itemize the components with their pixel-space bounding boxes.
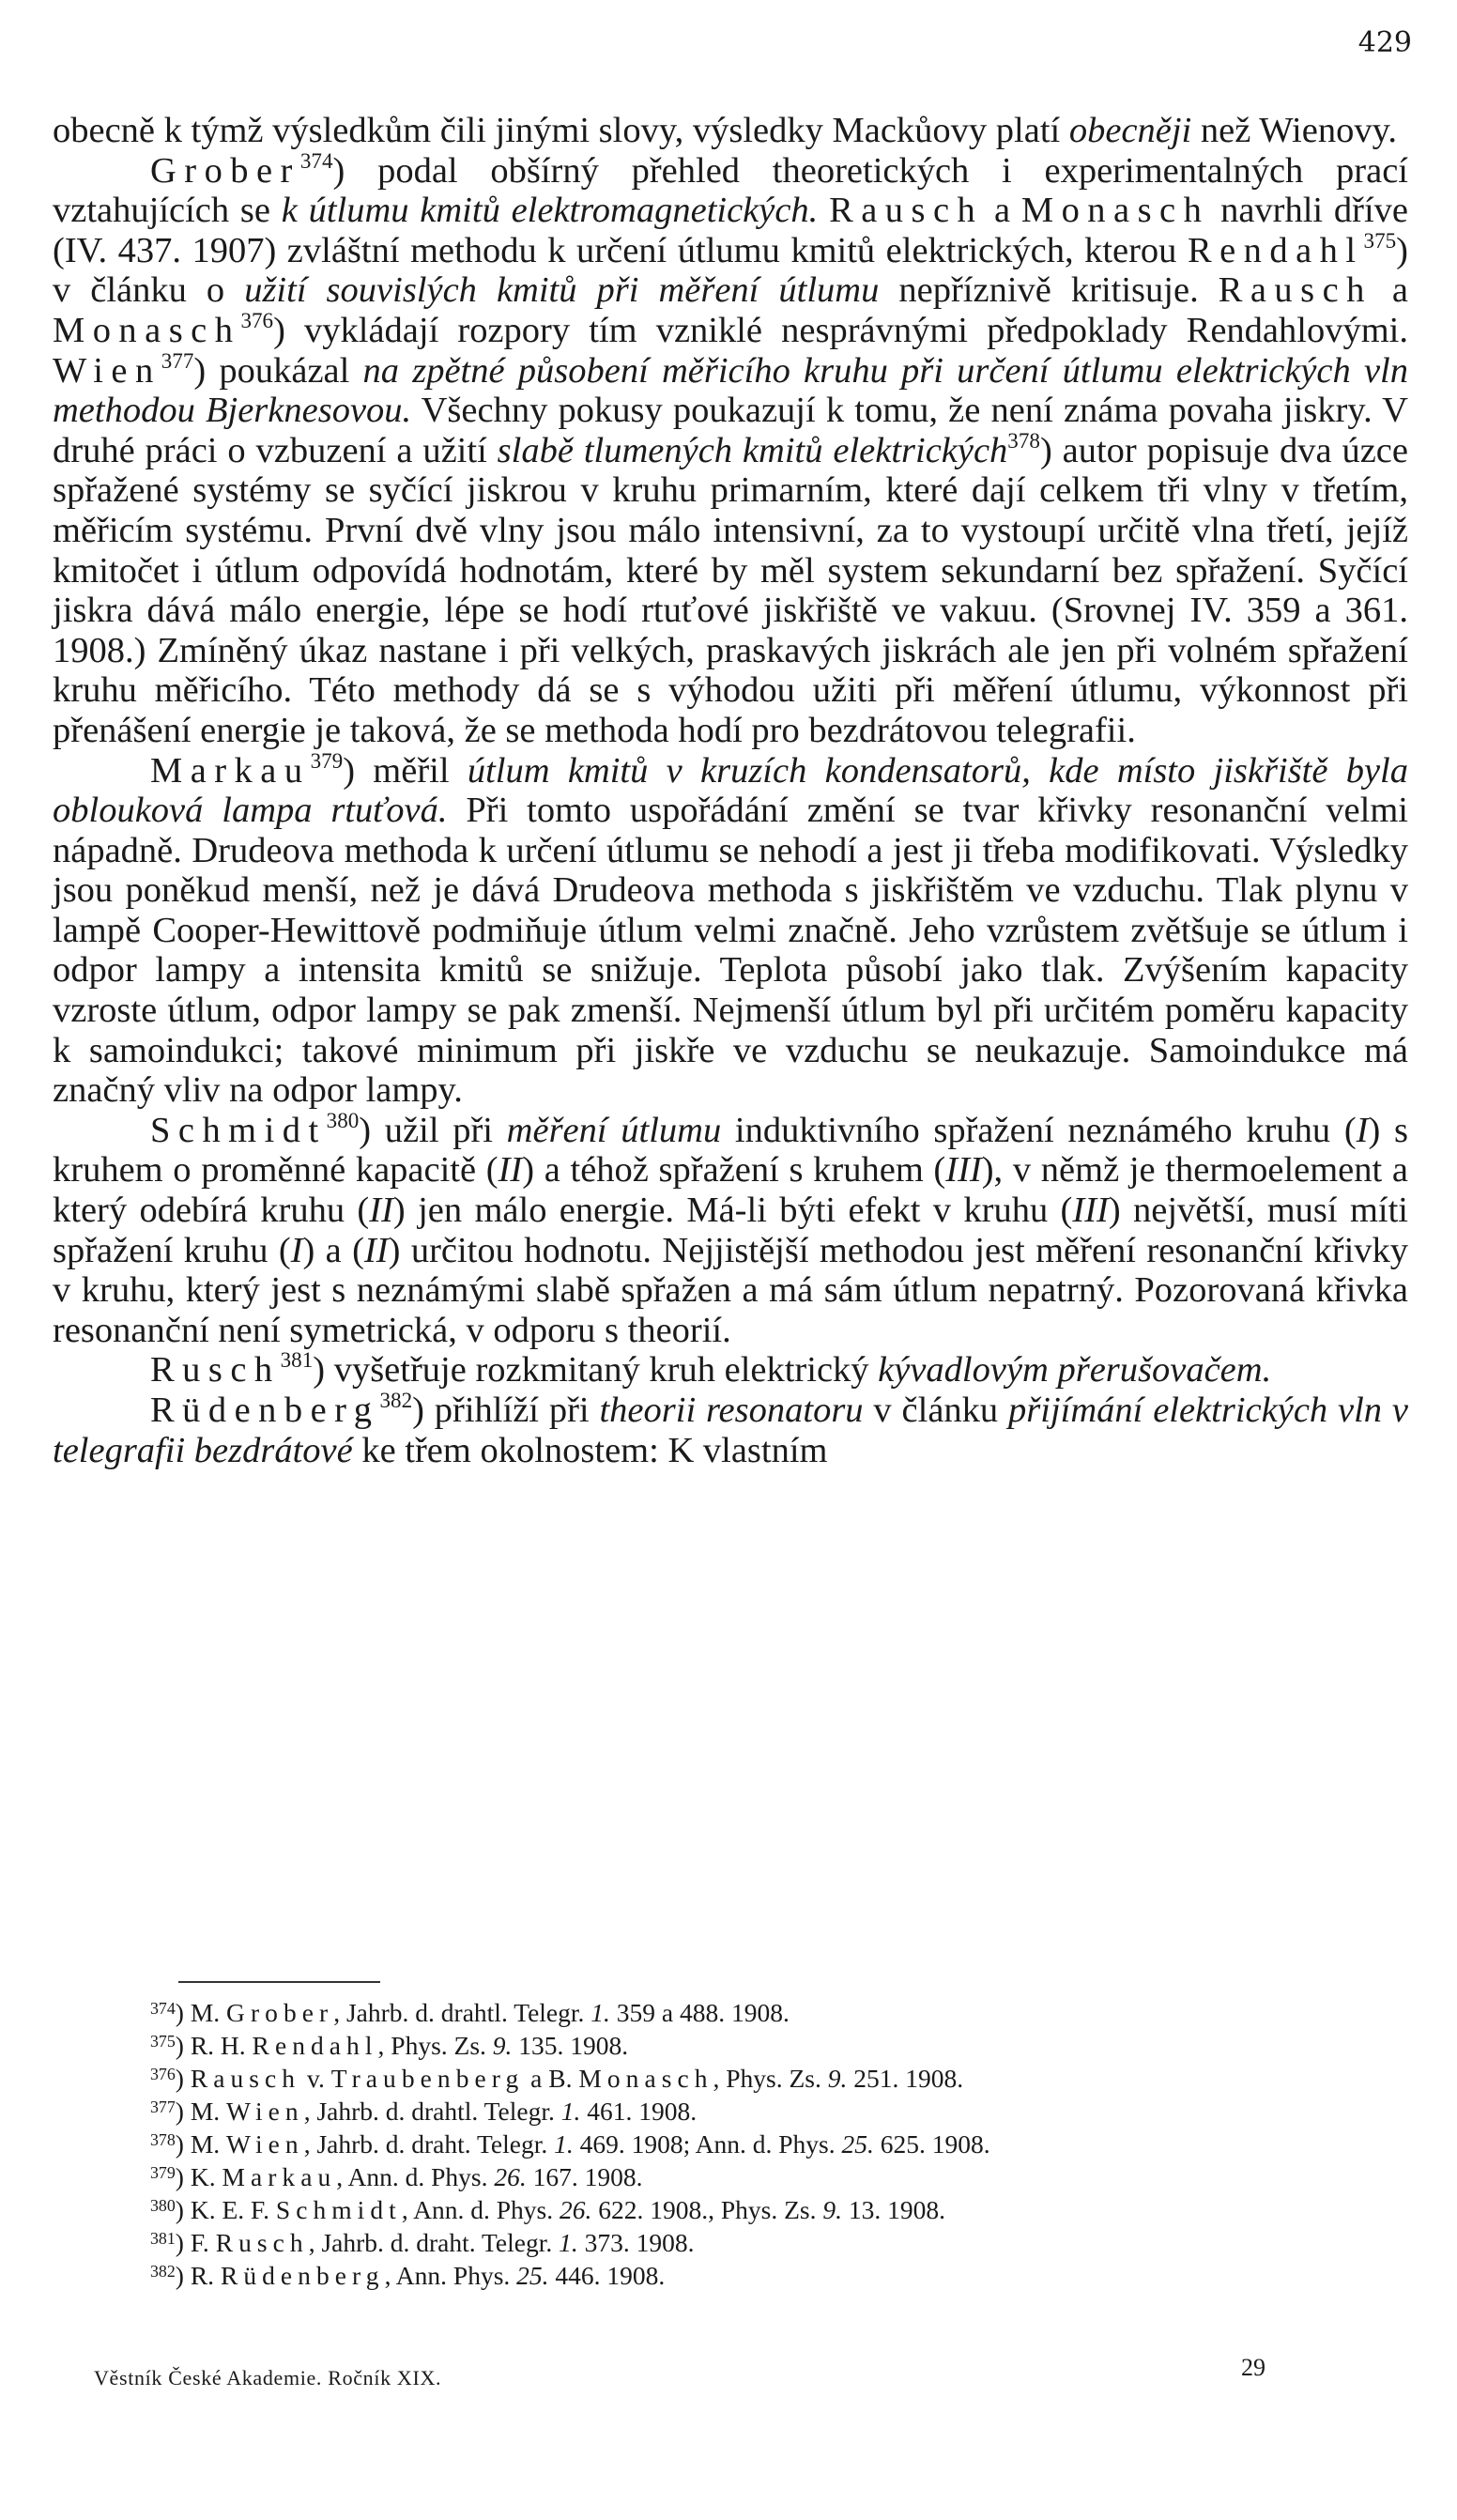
text-run: ) v článku o (53, 230, 1408, 311)
paragraph (53, 747, 1409, 1111)
paragraph (53, 1347, 1408, 1391)
paragraph (53, 1107, 1409, 1351)
paragraph (53, 1388, 1408, 1470)
footnote-separator (178, 1981, 380, 1983)
text-run: K. (190, 2162, 222, 2192)
italic-text: 1. (560, 2097, 581, 2127)
footnote (53, 1994, 1408, 2027)
footnote-ref: 376 (240, 307, 274, 332)
footnote-paren: ) (175, 2064, 191, 2094)
body-text (53, 111, 1408, 1470)
author-name: Schmidt (150, 1110, 327, 1150)
author-name: Wien (226, 2097, 304, 2127)
text-run: nepříznivě kritisuje. (879, 270, 1219, 311)
italic-text: kývadlovým přerušovačem. (878, 1350, 1272, 1391)
italic-text: II (369, 1191, 393, 1231)
footnote-paren: ) (175, 2195, 191, 2225)
italic-text: přijímání elektrických vln v telegrafii bezdrátové (53, 1391, 1408, 1470)
author-name: Rausch (190, 2064, 301, 2094)
author-name: Wien (226, 2129, 304, 2159)
italic-text: 26. (494, 2162, 527, 2192)
footnote-paren: ) (175, 2162, 191, 2192)
footnote (53, 2224, 1408, 2257)
author-name: Rüdenberg (150, 1391, 380, 1430)
footnote-ref: 375 (1363, 227, 1397, 253)
text-run: ) měřil (343, 750, 468, 791)
paragraph (53, 147, 1409, 751)
footnote-ref: 381 (280, 1347, 314, 1373)
italic-text: II (363, 1230, 389, 1270)
author-name: Rusch (215, 2228, 309, 2258)
text-run: ) s kruhem o proměnné kapacitě ( (53, 1110, 1408, 1191)
footnote-ref: 378 (1007, 427, 1040, 453)
italic-text: 9. (492, 2031, 513, 2061)
text-run: v článku (863, 1391, 1009, 1430)
text-run: a B. (524, 2064, 579, 2094)
text-run: K. E. F. (190, 2195, 276, 2225)
footnote-paren: ) (175, 1998, 191, 2028)
text-run: R. H. (190, 2031, 253, 2061)
text-run: 469. 1908; Ann. d. Phys. (573, 2129, 842, 2159)
footnote-ref: 382 (379, 1388, 413, 1412)
sheet-number: 29 (1241, 2354, 1265, 2381)
author-name: Rusch (150, 1350, 281, 1391)
italic-text: 1. (559, 2228, 578, 2258)
text-run: ) autor popisuje dva úzce spřažené systémy se syčící jiskrou v kruhu primarním, které dají celkem tři vlny v třetím, měřicím systému. První dvě vlny jsou málo intensivní, za to vystoupí určitě vlna třetí, jejíž kmitočet i útlum odpovídá hodnotám, které by měl system sekundarní bez spřažení. Syčící jiskra dává málo energie, lépe se hodí rtuťové jiskřiště ve vakuu. (Srovnej IV. 359 a 361. 1908.) Zmíněný úkaz nastane i při velkých, praskavých jiskrách ale jen při volném spřažení kruhu měřicího. Této methody dá se s výhodou užiti při měření útlumu, výkonnost při přenášení energie je taková, že se methoda hodí pro bezdrátovou telegrafii. (53, 430, 1408, 750)
text-run: 359 a 488. 1908. (609, 1998, 790, 2028)
text-run: ) užil při (359, 1110, 507, 1150)
footnote-ref: 377 (161, 347, 194, 373)
author-name: Rausch (829, 191, 984, 231)
italic-text: 1. (590, 1998, 610, 2028)
text-run: , Ann. d. Phys. (401, 2195, 560, 2225)
text-run: 167. 1908. (526, 2162, 643, 2192)
text-run: ) přihlíží při (412, 1391, 600, 1430)
italic-text: útlum kmitů v kruzích kondensatorů, kde místo jiskřiště byla oblouková lampa rtuťová. (53, 750, 1409, 831)
author-name: Markau (150, 750, 311, 791)
footnote-paren: ) (175, 2261, 191, 2291)
italic-text: měření útlumu (506, 1110, 722, 1150)
text-run: , Phys. Zs. (713, 2064, 828, 2094)
text-run: ) a ( (302, 1230, 364, 1270)
text-run: 13. 1908. (841, 2195, 945, 2225)
footnote-number: 380 (150, 2196, 176, 2216)
italic-text: 25. (516, 2261, 549, 2291)
italic-text: 9. (822, 2195, 842, 2225)
text-run: ) podal obšírný přehled theoretických i experimentalných prací vztahujících se (53, 150, 1408, 231)
footnote-number: 374 (150, 1999, 176, 2018)
footnote-number: 376 (150, 2065, 176, 2084)
italic-text: k útlumu kmitů elektromagnetických. (281, 191, 819, 231)
journal-signature: Věstník České Akademie. Ročník XIX. (94, 2366, 442, 2389)
footnote-paren: ) (175, 2228, 191, 2258)
text-run: a (983, 191, 1021, 231)
text-run: ) určitou hodnotu. Nejjistější methodou jest měření resonanční křivky v kruhu, který jest s neznámými slabě spřažen a má sám útlum nepatrný. Pozorovaná křivka resonanční není symetrická, v odporu s theorií. (53, 1230, 1409, 1350)
footnote-number: 379 (150, 2163, 176, 2183)
author-name: Monasch (578, 2064, 713, 2094)
text-run: 622. 1908., Phys. Zs. (591, 2195, 823, 2225)
italic-text: I (1356, 1110, 1369, 1150)
italic-text: užití souvislých kmitů při měření útlumu (244, 270, 880, 311)
text-run: 625. 1908. (873, 2129, 990, 2159)
text-run: 446. 1908. (548, 2261, 666, 2291)
text-run: , Jahrb. d. drahtl. Telegr. (333, 1998, 591, 2028)
author-name: Wien (53, 350, 161, 391)
author-name: Markau (222, 2162, 337, 2192)
footnote (53, 2060, 1408, 2093)
footnote-ref: 374 (299, 147, 333, 173)
author-name: Monasch (1020, 191, 1210, 231)
text-run: navrhli dříve (IV. 437. 1907) zvláštní methodu k určení útlumu kmitů elektrických, kterou (53, 191, 1408, 270)
text-run: ), v němž je thermoelement a který odebírá kruhu ( (53, 1150, 1408, 1231)
text-run: než Wienovy. (1191, 111, 1397, 150)
text-run: ) největší, musí míti spřažení kruhu ( (53, 1191, 1409, 1270)
footnote-number: 377 (150, 2097, 176, 2117)
text-run: ) jen málo energie. Má-li býti efekt v kruhu ( (392, 1191, 1073, 1231)
text-run: 251. 1908. (847, 2064, 964, 2094)
text-run: 461. 1908. (580, 2097, 698, 2127)
footnote (53, 2093, 1408, 2126)
footnote (53, 2027, 1408, 2060)
text-run: induktivního spřažení neznámého kruhu ( (721, 1110, 1357, 1150)
footnote-paren: ) (175, 2031, 191, 2061)
italic-text: slabě tlumených kmitů elektrických (497, 430, 1008, 470)
italic-text: II (498, 1150, 523, 1191)
footnote-number: 375 (150, 2032, 176, 2051)
footnote-paren: ) (175, 2129, 191, 2159)
text-run: M. (190, 2097, 227, 2127)
text-run: ) poukázal (193, 350, 363, 391)
text-run: , Jahrb. d. drahtl. Telegr. (303, 2097, 561, 2127)
text-run: Při tomto uspořádání změní se tvar křivky resonanční velmi nápadně. Drudeova methoda k určení útlumu se nehodí a jest ji třeba modifikovati. Výsledky jsou poněkud menší, než je dává Drudeova methoda s jiskřištěm ve vzduchu. Tlak plynu v lampě Cooper-Hewittově podmiňuje útlum velmi značně. Jeho vzrůstem zvětšuje se útlum i odpor lampy a intensita kmitů se snižuje. Teplota působí jako tlak. Zvýšením kapacity vzroste útlum, odpor lampy se pak zmenší. Nejmenší útlum byl při určitém poměru kapacity k samoindukci; takové minimum při jiskře ve vzduchu se neukazuje. Samoindukce má značný vliv na odpor lampy. (53, 791, 1408, 1111)
text-run: Všechny pokusy poukazují k tomu, že není známa povaha jiskry. V druhé práci o vzbuzení a užití (53, 391, 1408, 470)
text-run: R. (190, 2261, 221, 2291)
text-run: ) vykládají rozpory tím vzniklé nesprávnými předpoklady Rendahlovými. (273, 310, 1408, 350)
text-run: M. (190, 1998, 227, 2028)
italic-text: na zpětné působení měřicího kruhu při určení útlumu elektrických vln methodou Bjerknesovou. (53, 350, 1408, 431)
italic-text: 26. (559, 2195, 592, 2225)
footnote-ref: 379 (310, 747, 344, 773)
text-run: , Ann. Phys. (384, 2261, 517, 2291)
author-name: Rendahl (1187, 230, 1364, 270)
text-run: a (1372, 270, 1409, 311)
author-name: Grober (150, 150, 300, 191)
text-run: 373. 1908. (577, 2228, 695, 2258)
footnote-paren: ) (175, 2097, 191, 2127)
italic-text: obecněji (1068, 111, 1192, 150)
author-name: Rendahl (252, 2031, 378, 2061)
text-run (818, 191, 829, 230)
author-name: Schmidt (275, 2195, 402, 2225)
italic-text: theorii resonatoru (599, 1391, 864, 1430)
text-run: M. (190, 2129, 227, 2159)
footnote-number: 378 (150, 2130, 176, 2150)
text-run: ) vyšetřuje rozkmitaný kruh elektrický (313, 1350, 879, 1391)
author-name: Grober (226, 1998, 334, 2028)
footnote-number: 382 (150, 2262, 176, 2282)
text-run: ke třem okolnostem: K vlastním (352, 1430, 828, 1470)
text-run: obecně k týmž výsledkům čili jinými slovy, výsledky Mackůovy platí (53, 111, 1069, 150)
author-name: Rüdenberg (220, 2261, 385, 2291)
italic-text: 25. (841, 2129, 874, 2159)
author-name: Traubenberg (330, 2064, 525, 2094)
text-run: 135. 1908. (512, 2031, 629, 2061)
text-run: v. (300, 2064, 331, 2094)
author-name: Rausch (1218, 270, 1373, 311)
italic-text: III (1072, 1191, 1109, 1231)
italic-text: 9. (827, 2064, 848, 2094)
text-run: , Ann. d. Phys. (336, 2162, 495, 2192)
text-run: , Jahrb. d. draht. Telegr. (308, 2228, 560, 2258)
footnote-ref: 380 (326, 1107, 360, 1132)
footnotes (53, 1994, 1408, 2290)
italic-text: 1. (554, 2129, 574, 2159)
page-number: 429 (1357, 26, 1412, 59)
paragraph (53, 111, 1408, 151)
text-run: ) a téhož spřažení s kruhem ( (522, 1150, 946, 1191)
text-run: , Jahrb. d. draht. Telegr. (303, 2129, 555, 2159)
footnote (53, 2159, 1408, 2191)
text-run: , Phys. Zs. (377, 2031, 493, 2061)
author-name: Monasch (53, 310, 241, 350)
footnote-number: 381 (150, 2229, 176, 2249)
text-run: F. (190, 2228, 216, 2258)
footnote (53, 2191, 1408, 2224)
italic-text: III (945, 1150, 982, 1191)
footnote (53, 2126, 1408, 2159)
italic-text: I (290, 1230, 303, 1270)
footnote (53, 2257, 1408, 2290)
